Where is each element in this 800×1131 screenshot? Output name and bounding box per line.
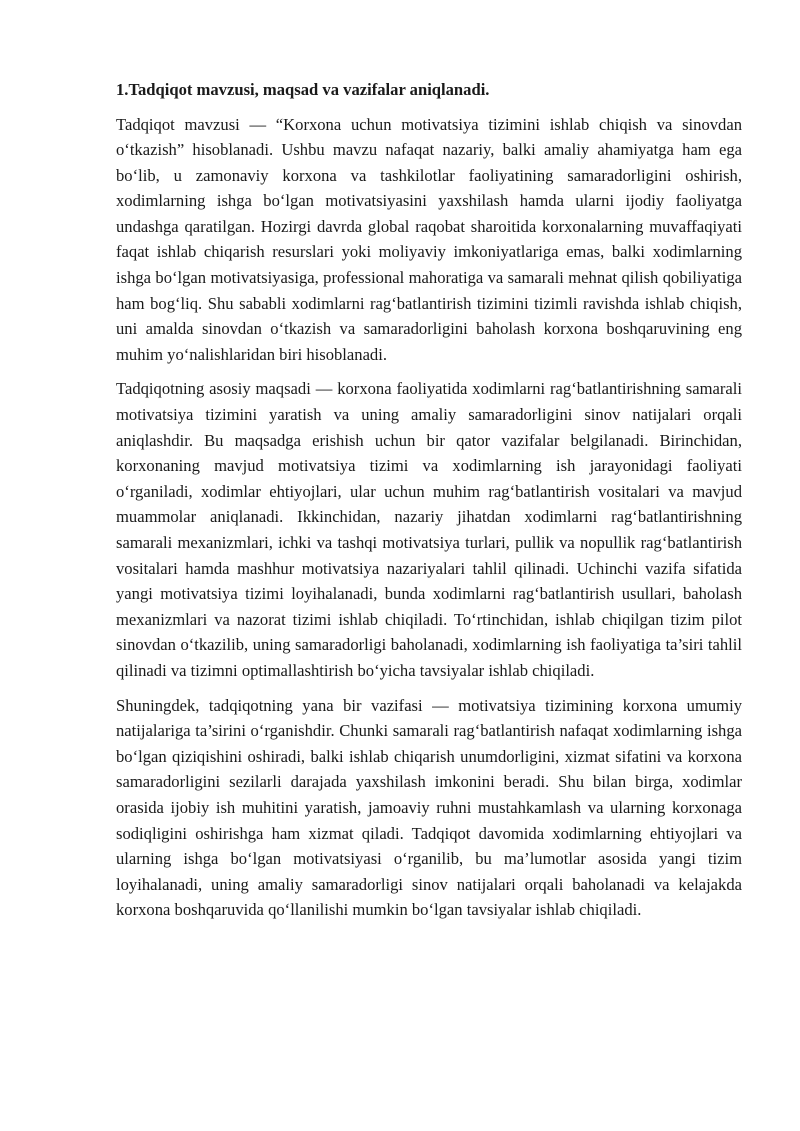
paragraph-topic: Tadqiqot mavzusi — “Korxona uchun motivatsiya tizimini ishlab chiqish va sinovdan o‘tkazish” hisoblanadi. Ushbu mavzu nafaqat nazariy, balki amaliy ahamiyatga ham ega bo‘lib, u zamonaviy korxona va tashkilotlar faoliyatining samaradorligini oshirish, xodimlarning ishga bo‘lgan motivatsiyasini yaxshilash hamda ularni ijodiy faoliyatga undashga qaratilgan. Hozirgi davrda global raqobat sharoitida korxonalarning muvaffaqiyati faqat ishlab chiqarish resurslari yoki moliyaviy imkoniyatlariga emas, balki xodimlarning ishga bo‘lgan motivatsiyasiga, professional mahoratiga va samarali mehnat qilish qobiliyatiga ham bog‘liq. Shu sababli xodimlarni rag‘batlantirish tizimini tizimli ravishda ishlab chiqish, uni amalda sinovdan o‘tkazish va samaradorligini baholash korxona boshqaruvining eng muhim yo‘nalishlaridan biri hisoblanadi. — [116, 114, 742, 364]
paragraph-goal-and-tasks: Tadqiqotning asosiy maqsadi — korxona faoliyatida xodimlarni rag‘batlantirishning samarali motivatsiya tizimini yaratish va uning amaliy samaradorligini sinov natijalari orqali aniqlashdir. Bu maqsadga erishish uchun bir qator vazifalar belgilanadi. Birinchidan, korxonaning mavjud motivatsiya tizimi va xodimlarning ish jarayonidagi faoliyati o‘rganiladi, xodimlar ehtiyojlari, ular uchun muhim rag‘batlantirish vositalari va mavjud muammolar aniqlanadi. Ikkinchidan, nazariy jihatdan xodimlarni rag‘batlantirishning samarali mexanizmlari, ichki va tashqi motivatsiya turlari, pullik va nopullik rag‘batlantirish vositalari hamda mashhur motivatsiya nazariyalari tahlil qilinadi. Uchinchi vazifa sifatida yangi motivatsiya tizimi loyihalanadi, bunda xodimlarni rag‘batlantirish usullari, baholash mexanizmlari va nazorat tizimi ishlab chiqiladi. To‘rtinchidan, ishlab chiqilgan tizim pilot sinovdan o‘tkazilib, uning samaradorligi baholanadi, xodimlarning ish faoliyatiga ta’siri tahlil qilinadi va tizimni optimallashtirish bo‘yicha tavsiyalar ishlab chiqiladi. — [116, 379, 742, 680]
paragraph-additional-task: Shuningdek, tadqiqotning yana bir vazifasi — motivatsiya tizimining korxona umumiy natijalariga ta’sirini o‘rganishdir. Chunki samarali rag‘batlantirish nafaqat xodimlarning ishga bo‘lgan qiziqishini oshiradi, balki ishlab chiqarish unumdorligini, xizmat sifatini va korxona samaradorligini sezilarli darajada yaxshilash imkonini beradi. Shu bilan birga, xodimlar orasida ijobiy ish muhitini yaratish, jamoaviy ruhni mustahkamlash va ularning korxonaga sodiqligini oshirishga ham xizmat qiladi. Tadqiqot davomida xodimlarning ehtiyojlari va ularning ishga bo‘lgan motivatsiyasi o‘rganilib, bu ma’lumotlar asosida yangi tizim loyihalanadi, uning amaliy samaradorligi sinov natijalari orqali baholanadi va kelajakda korxona boshqaruvida qo‘llanilishi mumkin bo‘lgan tavsiyalar ishlab chiqiladi. — [116, 695, 742, 920]
section-heading: 1.Tadqiqot mavzusi, maqsad va vazifalar aniqlanadi. — [116, 80, 490, 99]
